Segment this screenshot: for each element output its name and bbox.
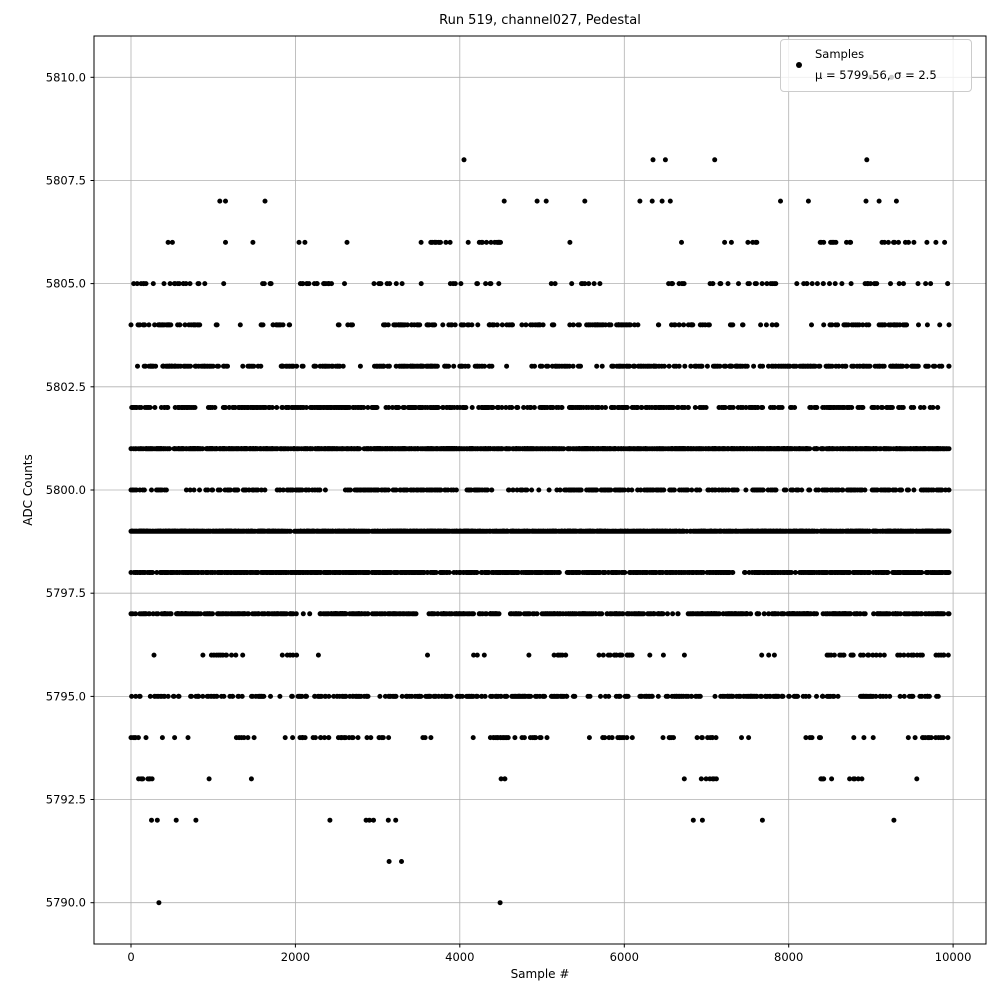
legend-labels [815,44,937,87]
x-tick-label: 10000 [934,950,972,964]
legend-marker-dot-icon [796,62,802,68]
legend-label-stats: μ = 5799.56, σ = 2.5 [815,68,937,83]
y-tick-label: 5810.0 [45,70,86,85]
legend [780,39,972,92]
y-tick-label: 5800.0 [45,483,86,497]
y-tick-label: 5792.5 [45,792,86,807]
x-tick-label: 8000 [774,950,804,964]
chart-title: Run 519, channel027, Pedestal [439,13,641,28]
y-tick-label: 5795.0 [45,689,86,704]
y-tick-label: 5790.0 [45,895,86,910]
y-tick-label: 5807.5 [45,173,86,188]
x-tick-label: 0 [127,950,135,964]
y-tick-label: 5805.0 [45,276,86,291]
x-tick-label: 2000 [280,950,311,964]
x-tick-label: 6000 [609,950,639,964]
y-tick-label: 5797.5 [45,586,86,601]
legend-label-samples: Samples [815,47,865,61]
y-tick-label: 5802.5 [45,379,86,394]
y-axis-label: ADC Counts [21,454,35,526]
x-axis-label: Sample # [510,967,570,981]
x-tick-label: 4000 [445,950,475,964]
